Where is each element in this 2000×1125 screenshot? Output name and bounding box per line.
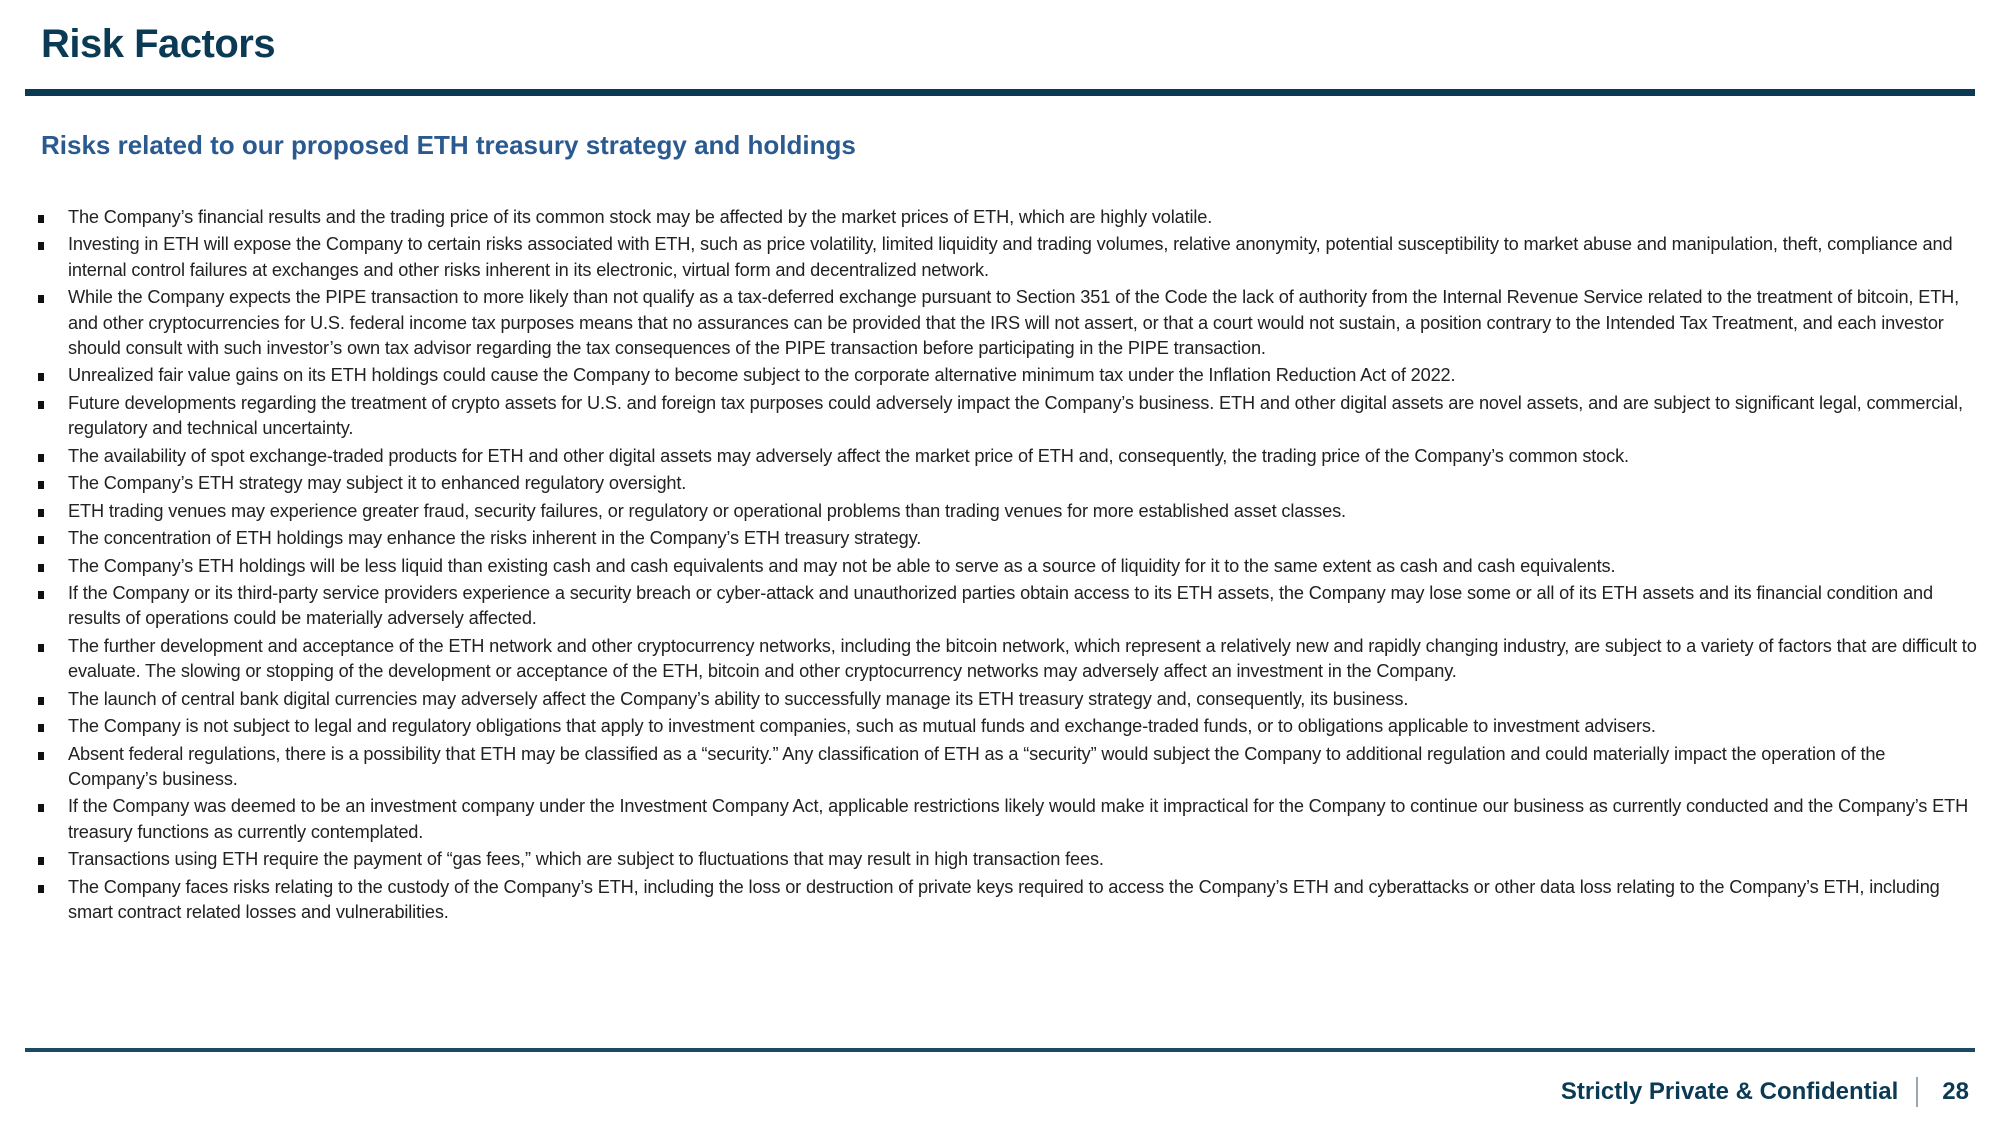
risk-item <box>68 714 1978 739</box>
bullet-icon <box>38 215 44 223</box>
bullet-icon <box>38 536 44 544</box>
bullet-icon <box>38 509 44 517</box>
risk-item <box>68 526 1978 551</box>
bullet-icon <box>38 724 44 732</box>
footer-separator <box>1916 1077 1918 1107</box>
risk-text: The availability of spot exchange-traded products for ETH and other digital assets may adversely affect the market price of ETH and, consequently, the trading price of the Company’s common stock. <box>68 445 1629 466</box>
confidentiality-label: Strictly Private & Confidential <box>1560 1078 1899 1105</box>
risk-item <box>68 391 1978 442</box>
bullet-icon <box>38 481 44 489</box>
bullet-icon <box>38 373 44 381</box>
risk-item <box>68 875 1978 926</box>
risk-item <box>68 794 1978 845</box>
risk-text: Transactions using ETH require the payment of “gas fees,” which are subject to fluctuations that may result in high transaction fees. <box>68 849 1104 870</box>
bullet-icon <box>38 591 44 599</box>
risk-text: The Company is not subject to legal and regulatory obligations that apply to investment companies, such as mutual funds and exchange-traded funds, or to obligations applicable to investment advisers. <box>68 716 1656 737</box>
page-title: Risk Factors <box>41 22 276 66</box>
risk-text: The further development and acceptance of the ETH network and other cryptocurrency networks, including the bitcoin network, which represent a relatively new and rapidly changing industry, are subject to a variety of factors that are difficult to evaluate. The slowing or stopping of the development or acceptance of the ETH, bitcoin and other cryptocurrency networks may adversely affect an investment in the Company. <box>68 635 1977 682</box>
footer <box>1561 1075 1969 1109</box>
risk-text: ETH trading venues may experience greater fraud, security failures, or regulatory or operational problems than trading venues for more established asset classes. <box>68 500 1346 521</box>
header-divider <box>25 89 1975 96</box>
risk-item <box>68 581 1978 632</box>
risk-text: The concentration of ETH holdings may enhance the risks inherent in the Company’s ETH treasury strategy. <box>68 528 922 549</box>
risk-text: The launch of central bank digital currencies may adversely affect the Company’s ability to successfully manage its ETH treasury strategy and, consequently, its business. <box>68 688 1409 709</box>
bullet-icon <box>38 697 44 705</box>
risk-text: If the Company was deemed to be an investment company under the Investment Company Act, applicable restrictions likely would make it impractical for the Company to continue our business as currently conducted and the Company’s ETH treasury functions as currently contemplated. <box>68 796 1969 842</box>
risk-text: If the Company or its third-party service providers experience a security breach or cyber-attack and unauthorized parties obtain access to its ETH assets, the Company may lose some or all of its ETH assets and its financial condition and results of operations could be materially adversely affected. <box>68 583 1933 629</box>
risk-text: Absent federal regulations, there is a possibility that ETH may be classified as a “security.” Any classification of ETH as a “security” would subject the Company to additional regulation and could materially impact the operation of the Company’s business. <box>68 743 1886 789</box>
risk-item <box>68 687 1978 712</box>
bullet-icon <box>38 564 44 572</box>
risk-item <box>68 363 1978 388</box>
risk-item <box>68 499 1978 524</box>
risk-item <box>68 847 1978 872</box>
bullet-icon <box>38 454 44 462</box>
bullet-icon <box>38 295 44 303</box>
risk-text: The Company’s ETH strategy may subject it to enhanced regulatory oversight. <box>68 473 687 494</box>
risk-text: Unrealized fair value gains on its ETH holdings could cause the Company to become subject to the corporate alternative minimum tax under the Inflation Reduction Act of 2022. <box>68 365 1456 386</box>
bullet-icon <box>38 644 44 652</box>
risk-factor-list <box>68 205 1978 927</box>
risk-item <box>68 471 1978 496</box>
bullet-icon <box>38 885 44 893</box>
risk-item <box>68 634 1978 685</box>
risk-item <box>68 232 1978 283</box>
risk-text: Investing in ETH will expose the Company to certain risks associated with ETH, such as price volatility, limited liquidity and trading volumes, relative anonymity, potential susceptibility to market abuse and manipulation, theft, compliance and internal control failures at exchanges and other risks inherent in its electronic, virtual form and decentralized network. <box>68 234 1953 280</box>
footer-divider <box>25 1048 1975 1052</box>
bullet-icon <box>38 804 44 812</box>
bullet-icon <box>38 401 44 409</box>
risk-text: The Company’s financial results and the trading price of its common stock may be affected by the market prices of ETH, which are highly volatile. <box>68 207 1213 227</box>
bullet-icon <box>38 752 44 760</box>
risk-text: Future developments regarding the treatment of crypto assets for U.S. and foreign tax purposes could adversely impact the Company’s business. ETH and other digital assets are novel assets, and are subject to significant legal, commercial, regulatory and technical uncertainty. <box>68 392 1963 439</box>
risk-item <box>68 444 1978 469</box>
page-number: 28 <box>1942 1078 1969 1105</box>
risk-item <box>68 205 1978 230</box>
risk-text: The Company faces risks relating to the custody of the Company’s ETH, including the loss or destruction of private keys required to access the Company’s ETH and cyberattacks or other data loss relating to the Company’s ETH, including smart contract related losses and vulnerabilities. <box>68 876 1940 922</box>
bullet-icon <box>38 857 44 865</box>
section-subtitle: Risks related to our proposed ETH treasury strategy and holdings <box>41 130 856 160</box>
risk-text: While the Company expects the PIPE transaction to more likely than not qualify as a tax-deferred exchange pursuant to Section 351 of the Code the lack of authority from the Internal Revenue Service related to the treatment of bitcoin, ETH, and other cryptocurrencies for U.S. federal income tax purposes means that no assurances can be provided that the IRS will not assert, or that a court would not sustain, a position contrary to the Intended Tax Treatment, and each investor should consult with such investor’s own tax advisor regarding the tax consequences of the PIPE transaction before participating in the PIPE transaction. <box>68 287 1960 358</box>
risk-item <box>68 742 1978 793</box>
risk-item <box>68 285 1978 361</box>
risk-text: The Company’s ETH holdings will be less liquid than existing cash and cash equivalents and may not be able to serve as a source of liquidity for it to the same extent as cash and cash equivalents. <box>68 555 1616 576</box>
risk-item <box>68 554 1978 579</box>
bullet-icon <box>38 242 44 250</box>
